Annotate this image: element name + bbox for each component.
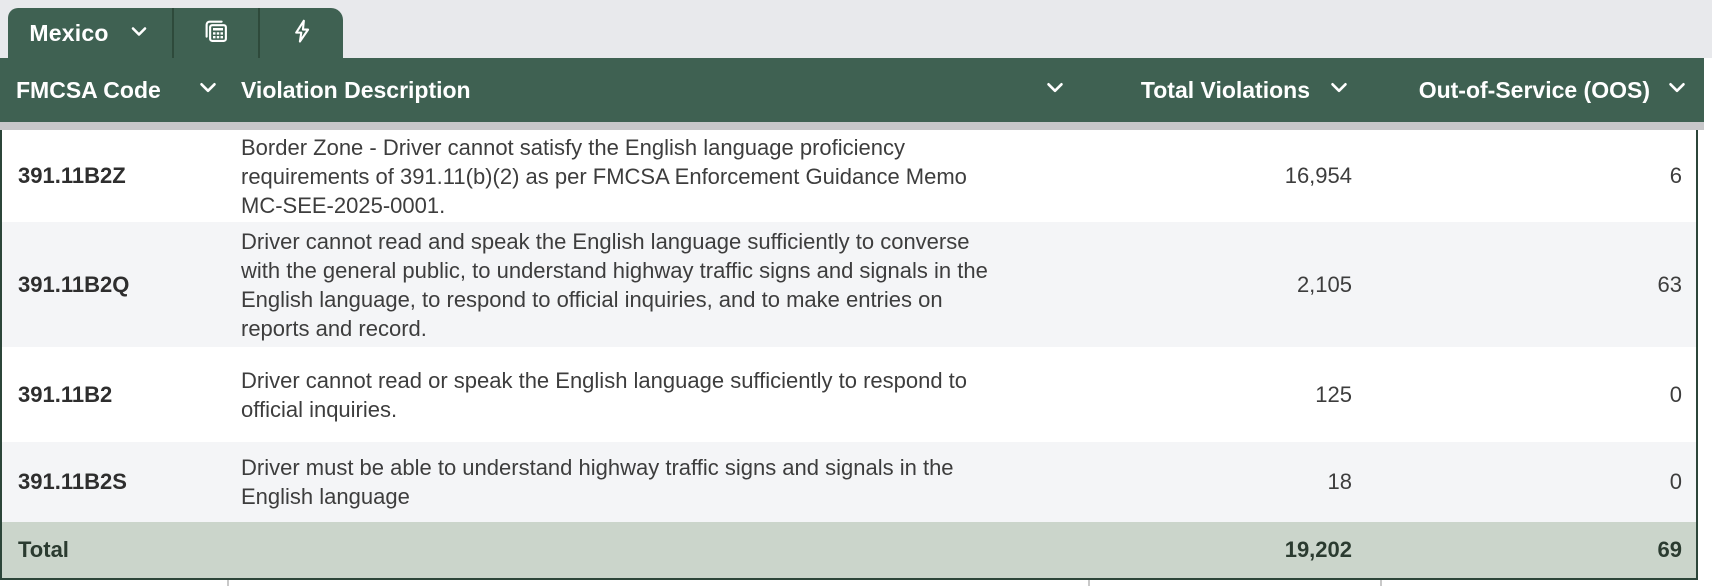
table-row <box>2 442 1696 522</box>
column-header-violation-description-label: Violation Description <box>241 76 471 103</box>
total-violations-value: 19,202 <box>1284 537 1352 562</box>
cell-fmcsa-code: 391.11B2 <box>18 381 113 407</box>
cell-total-violations: 16,954 <box>1284 163 1352 188</box>
cell-violation-description: Driver must be able to understand highway traffic signs and signals in the English language <box>241 455 954 509</box>
cell-total-violations: 2,105 <box>1296 271 1352 297</box>
chevron-down-icon <box>127 19 151 48</box>
table-row <box>2 347 1696 442</box>
column-divider <box>227 580 229 586</box>
tab-calculator[interactable] <box>172 8 258 58</box>
cell-violation-description: Driver cannot read and speak the English language sufficiently to converse with the general public, to understand highway traffic signs and signals in the English language, to respond to official inquiries, and to make entries on reports and record. <box>241 228 988 341</box>
chevron-down-icon[interactable] <box>1664 74 1690 106</box>
chevron-down-icon[interactable] <box>1326 74 1352 106</box>
cell-fmcsa-code: 391.11B2Q <box>18 271 130 297</box>
table-row <box>2 130 1696 222</box>
column-header-violation-description[interactable] <box>227 58 1088 122</box>
lightning-icon <box>288 17 316 50</box>
cell-out-of-service: 63 <box>1657 271 1682 297</box>
scrollbar-track[interactable] <box>1698 130 1712 578</box>
total-out-of-service-value: 69 <box>1657 537 1682 562</box>
chevron-down-icon[interactable] <box>195 74 221 106</box>
total-row <box>0 522 1698 578</box>
tab-lightning[interactable] <box>258 8 343 58</box>
cell-violation-description: Driver cannot read or speak the English language sufficiently to respond to official inquiries. <box>241 367 968 422</box>
calculator-icon <box>201 16 231 51</box>
column-divider <box>1380 580 1382 586</box>
column-header-out-of-service[interactable] <box>1380 58 1704 122</box>
cell-total-violations: 18 <box>1327 469 1352 494</box>
cell-fmcsa-code: 391.11B2Z <box>18 163 126 188</box>
column-header-fmcsa-code[interactable] <box>0 58 227 122</box>
cell-out-of-service: 0 <box>1669 381 1682 407</box>
header-divider-strip <box>0 122 1704 130</box>
table-header-row <box>0 58 1704 122</box>
tab-mexico[interactable] <box>8 8 172 58</box>
column-header-total-violations-label: Total Violations <box>1140 76 1310 103</box>
cell-out-of-service: 6 <box>1669 163 1682 188</box>
table-body <box>0 130 1698 522</box>
tab-group <box>8 8 343 58</box>
cell-violation-description: Border Zone - Driver cannot satisfy the English language proficiency requirements of 391.11(b)(2) as per FMCSA Enforcement Guidance Memo MC-SEE-2025-0001. <box>241 134 967 218</box>
cell-fmcsa-code: 391.11B2S <box>18 469 127 494</box>
column-header-fmcsa-code-label: FMCSA Code <box>16 76 161 103</box>
column-header-out-of-service-label: Out-of-Service (OOS) <box>1418 76 1650 103</box>
tab-mexico-label: Mexico <box>29 19 109 46</box>
tab-bar <box>0 0 1712 58</box>
column-divider <box>1088 580 1090 586</box>
chevron-down-icon[interactable] <box>1042 74 1068 106</box>
bottom-strip <box>0 580 1712 586</box>
table-row <box>2 222 1696 347</box>
total-label: Total <box>18 537 69 562</box>
column-header-total-violations[interactable] <box>1088 58 1380 122</box>
cell-total-violations: 125 <box>1315 381 1352 407</box>
cell-out-of-service: 0 <box>1669 469 1682 494</box>
